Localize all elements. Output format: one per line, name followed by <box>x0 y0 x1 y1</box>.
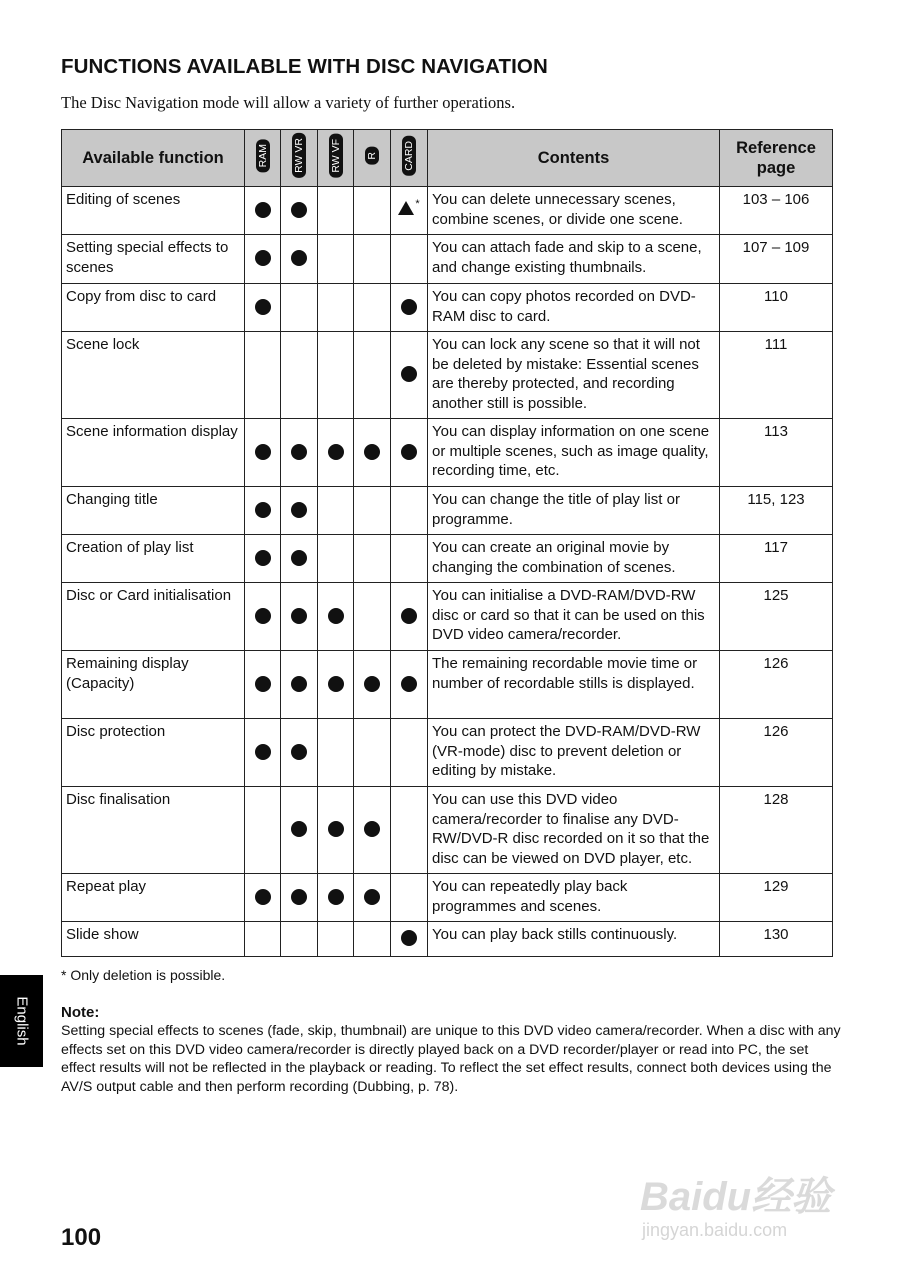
supported-dot-icon <box>255 550 271 566</box>
contents-cell: You can lock any scene so that it will not be deleted by mistake: Essential scenes are thereby protected, and recording another still is possible. <box>428 332 720 419</box>
mark-cell-ram <box>245 719 281 787</box>
supported-dot-icon <box>328 676 344 692</box>
mark-cell-rw-vr <box>281 284 318 332</box>
mark-cell-ram <box>245 487 281 535</box>
table-header-row <box>62 130 833 187</box>
function-cell: Scene information display <box>62 419 245 487</box>
function-cell: Scene lock <box>62 332 245 419</box>
mark-cell-r <box>354 332 391 419</box>
supported-dot-icon <box>291 744 307 760</box>
table-row <box>62 787 833 874</box>
mark-cell-ram <box>245 235 281 284</box>
table-row <box>62 419 833 487</box>
mark-cell-rw-vr <box>281 487 318 535</box>
table-row <box>62 284 833 332</box>
mark-cell-card <box>391 419 428 487</box>
reference-page-cell: 130 <box>720 922 833 957</box>
mark-cell-card <box>391 922 428 957</box>
supported-dot-icon <box>364 676 380 692</box>
supported-dot-icon <box>255 608 271 624</box>
supported-dot-icon <box>291 250 307 266</box>
supported-dot-icon <box>291 889 307 905</box>
mark-cell-ram <box>245 651 281 719</box>
mark-cell-rw-vr <box>281 651 318 719</box>
table-row <box>62 651 833 719</box>
mark-cell-card <box>391 651 428 719</box>
table-row <box>62 235 833 284</box>
header-contents: Contents <box>428 130 720 187</box>
table-row <box>62 187 833 235</box>
function-cell: Disc finalisation <box>62 787 245 874</box>
supported-dot-icon <box>328 821 344 837</box>
table-row <box>62 487 833 535</box>
mark-cell-card <box>391 787 428 874</box>
mark-cell-card <box>391 583 428 651</box>
disc-badge-card: CARD <box>402 136 416 176</box>
contents-cell: You can create an original movie by changing the combination of scenes. <box>428 535 720 583</box>
mark-cell-r <box>354 235 391 284</box>
mark-cell-r <box>354 583 391 651</box>
reference-page-cell: 117 <box>720 535 833 583</box>
page-number: 100 <box>61 1224 102 1251</box>
contents-cell: You can copy photos recorded on DVD-RAM disc to card. <box>428 284 720 332</box>
mark-cell-ram <box>245 583 281 651</box>
mark-cell-rw-vf <box>318 535 354 583</box>
supported-dot-icon <box>255 299 271 315</box>
function-cell: Creation of play list <box>62 535 245 583</box>
mark-cell-card <box>391 487 428 535</box>
mark-cell-ram <box>245 874 281 922</box>
mark-cell-r <box>354 535 391 583</box>
supported-dot-icon <box>291 202 307 218</box>
supported-dot-icon <box>401 366 417 382</box>
function-cell: Copy from disc to card <box>62 284 245 332</box>
supported-dot-icon <box>291 444 307 460</box>
function-cell: Editing of scenes <box>62 187 245 235</box>
supported-dot-icon <box>291 676 307 692</box>
mark-cell-r <box>354 874 391 922</box>
note-heading: Note: <box>61 1004 100 1021</box>
functions-table <box>61 129 833 957</box>
mark-cell-ram <box>245 187 281 235</box>
reference-page-cell: 113 <box>720 419 833 487</box>
mark-cell-card <box>391 235 428 284</box>
supported-dot-icon <box>255 202 271 218</box>
mark-cell-ram <box>245 922 281 957</box>
mark-cell-rw-vf <box>318 787 354 874</box>
supported-dot-icon <box>291 502 307 518</box>
header-card <box>391 130 428 187</box>
page-title: FUNCTIONS AVAILABLE WITH DISC NAVIGATION <box>61 55 548 78</box>
function-cell: Disc protection <box>62 719 245 787</box>
mark-cell-rw-vf <box>318 719 354 787</box>
mark-cell-card <box>391 332 428 419</box>
mark-cell-rw-vf <box>318 874 354 922</box>
function-cell: Disc or Card initialisation <box>62 583 245 651</box>
contents-cell: You can display information on one scene or multiple scenes, such as image quality, recording time, etc. <box>428 419 720 487</box>
note-text: Setting special effects to scenes (fade, skip, thumbnail) are unique to this DVD video camera/recorder. When a disc with any effects set on this DVD video camera/recorder is directly played back on a DVD recorder/player or read into PC, the set effect results will not be reflected in the playback or reading. To reflect the set effect results, connect both devices using the AV/S output cable and then perform recording (Dubbing, p. 78). <box>61 1023 841 1095</box>
mark-cell-rw-vf <box>318 187 354 235</box>
function-cell: Remaining display (Capacity) <box>62 651 245 719</box>
table-row <box>62 922 833 957</box>
disc-badge-ram: RAM <box>256 139 270 172</box>
supported-dot-icon <box>401 676 417 692</box>
supported-dot-icon <box>255 250 271 266</box>
supported-dot-icon <box>291 821 307 837</box>
header-ram <box>245 130 281 187</box>
mark-cell-r <box>354 651 391 719</box>
mark-cell-rw-vf <box>318 419 354 487</box>
contents-cell: You can repeatedly play back programmes and scenes. <box>428 874 720 922</box>
mark-cell-rw-vr <box>281 922 318 957</box>
supported-dot-icon <box>255 502 271 518</box>
mark-cell-card <box>391 874 428 922</box>
side-tab-label: English <box>13 996 30 1046</box>
supported-dot-icon <box>291 608 307 624</box>
supported-dot-icon <box>401 930 417 946</box>
intro-text: The Disc Navigation mode will allow a variety of further operations. <box>61 93 516 112</box>
mark-cell-rw-vr <box>281 332 318 419</box>
mark-cell-rw-vr <box>281 535 318 583</box>
supported-dot-icon <box>328 444 344 460</box>
footnote: * Only deletion is possible. <box>61 967 226 983</box>
header-reference-page: Reference page <box>720 130 833 187</box>
mark-cell-ram <box>245 787 281 874</box>
table-row <box>62 719 833 787</box>
contents-cell: You can initialise a DVD-RAM/DVD-RW disc or card so that it can be used on this DVD video camera/recorder. <box>428 583 720 651</box>
table-row <box>62 535 833 583</box>
supported-dot-icon <box>401 299 417 315</box>
contents-cell: You can attach fade and skip to a scene, and change existing thumbnails. <box>428 235 720 284</box>
mark-cell-card <box>391 535 428 583</box>
function-cell: Changing title <box>62 487 245 535</box>
watermark-url: jingyan.baidu.com <box>642 1220 788 1240</box>
contents-cell: You can use this DVD video camera/recorder to finalise any DVD-RW/DVD-R disc recorded on it so that the disc can be viewed on DVD player, etc. <box>428 787 720 874</box>
reference-page-cell: 103 – 106 <box>720 187 833 235</box>
supported-dot-icon <box>364 889 380 905</box>
header-rw-vr <box>281 130 318 187</box>
mark-cell-card <box>391 284 428 332</box>
mark-cell-rw-vr <box>281 235 318 284</box>
reference-page-cell: 110 <box>720 284 833 332</box>
partial-triangle-icon <box>398 201 414 215</box>
disc-badge-rw-vf: RW VF <box>329 134 343 178</box>
table-row <box>62 874 833 922</box>
watermark-logo: Baidu经验 <box>640 1175 832 1219</box>
header-rw-vf <box>318 130 354 187</box>
mark-cell-rw-vr <box>281 187 318 235</box>
mark-cell-rw-vr <box>281 874 318 922</box>
supported-dot-icon <box>328 608 344 624</box>
header-function: Available function <box>62 130 245 187</box>
disc-badge-r: R <box>365 147 379 165</box>
supported-dot-icon <box>291 550 307 566</box>
header-r <box>354 130 391 187</box>
supported-dot-icon <box>255 889 271 905</box>
function-cell: Slide show <box>62 922 245 957</box>
mark-cell-rw-vr <box>281 787 318 874</box>
contents-cell: You can change the title of play list or programme. <box>428 487 720 535</box>
mark-cell-rw-vf <box>318 651 354 719</box>
mark-cell-ram <box>245 284 281 332</box>
supported-dot-icon <box>364 821 380 837</box>
table-row <box>62 583 833 651</box>
reference-page-cell: 125 <box>720 583 833 651</box>
mark-cell-ram <box>245 535 281 583</box>
mark-cell-rw-vr <box>281 583 318 651</box>
supported-dot-icon <box>364 444 380 460</box>
supported-dot-icon <box>328 889 344 905</box>
mark-cell-card <box>391 187 428 235</box>
supported-dot-icon <box>401 608 417 624</box>
mark-cell-r <box>354 284 391 332</box>
function-cell: Repeat play <box>62 874 245 922</box>
supported-dot-icon <box>255 744 271 760</box>
mark-cell-card <box>391 719 428 787</box>
function-cell: Setting special effects to scenes <box>62 235 245 284</box>
mark-cell-rw-vf <box>318 922 354 957</box>
reference-page-cell: 128 <box>720 787 833 874</box>
mark-cell-r <box>354 787 391 874</box>
reference-page-cell: 107 – 109 <box>720 235 833 284</box>
reference-page-cell: 129 <box>720 874 833 922</box>
mark-cell-rw-vr <box>281 419 318 487</box>
mark-cell-rw-vf <box>318 487 354 535</box>
language-side-tab <box>0 975 43 1067</box>
disc-badge-rw-vr: RW VR <box>292 133 306 178</box>
mark-cell-rw-vf <box>318 583 354 651</box>
contents-cell: You can protect the DVD-RAM/DVD-RW (VR-mode) disc to prevent deletion or editing by mistake. <box>428 719 720 787</box>
mark-cell-r <box>354 487 391 535</box>
mark-cell-ram <box>245 332 281 419</box>
mark-cell-ram <box>245 419 281 487</box>
mark-cell-rw-vf <box>318 284 354 332</box>
mark-cell-r <box>354 922 391 957</box>
mark-cell-r <box>354 719 391 787</box>
contents-cell: You can delete unnecessary scenes, combine scenes, or divide one scene. <box>428 187 720 235</box>
mark-cell-r <box>354 187 391 235</box>
supported-dot-icon <box>255 676 271 692</box>
supported-dot-icon <box>255 444 271 460</box>
contents-cell: You can play back stills continuously. <box>428 922 720 957</box>
mark-cell-rw-vf <box>318 332 354 419</box>
mark-cell-rw-vr <box>281 719 318 787</box>
contents-cell: The remaining recordable movie time or number of recordable stills is displayed. <box>428 651 720 719</box>
reference-page-cell: 126 <box>720 651 833 719</box>
mark-cell-r <box>354 419 391 487</box>
supported-dot-icon <box>401 444 417 460</box>
asterisk-mark: * <box>415 198 420 211</box>
reference-page-cell: 126 <box>720 719 833 787</box>
table-row <box>62 332 833 419</box>
reference-page-cell: 115, 123 <box>720 487 833 535</box>
reference-page-cell: 111 <box>720 332 833 419</box>
mark-cell-rw-vf <box>318 235 354 284</box>
